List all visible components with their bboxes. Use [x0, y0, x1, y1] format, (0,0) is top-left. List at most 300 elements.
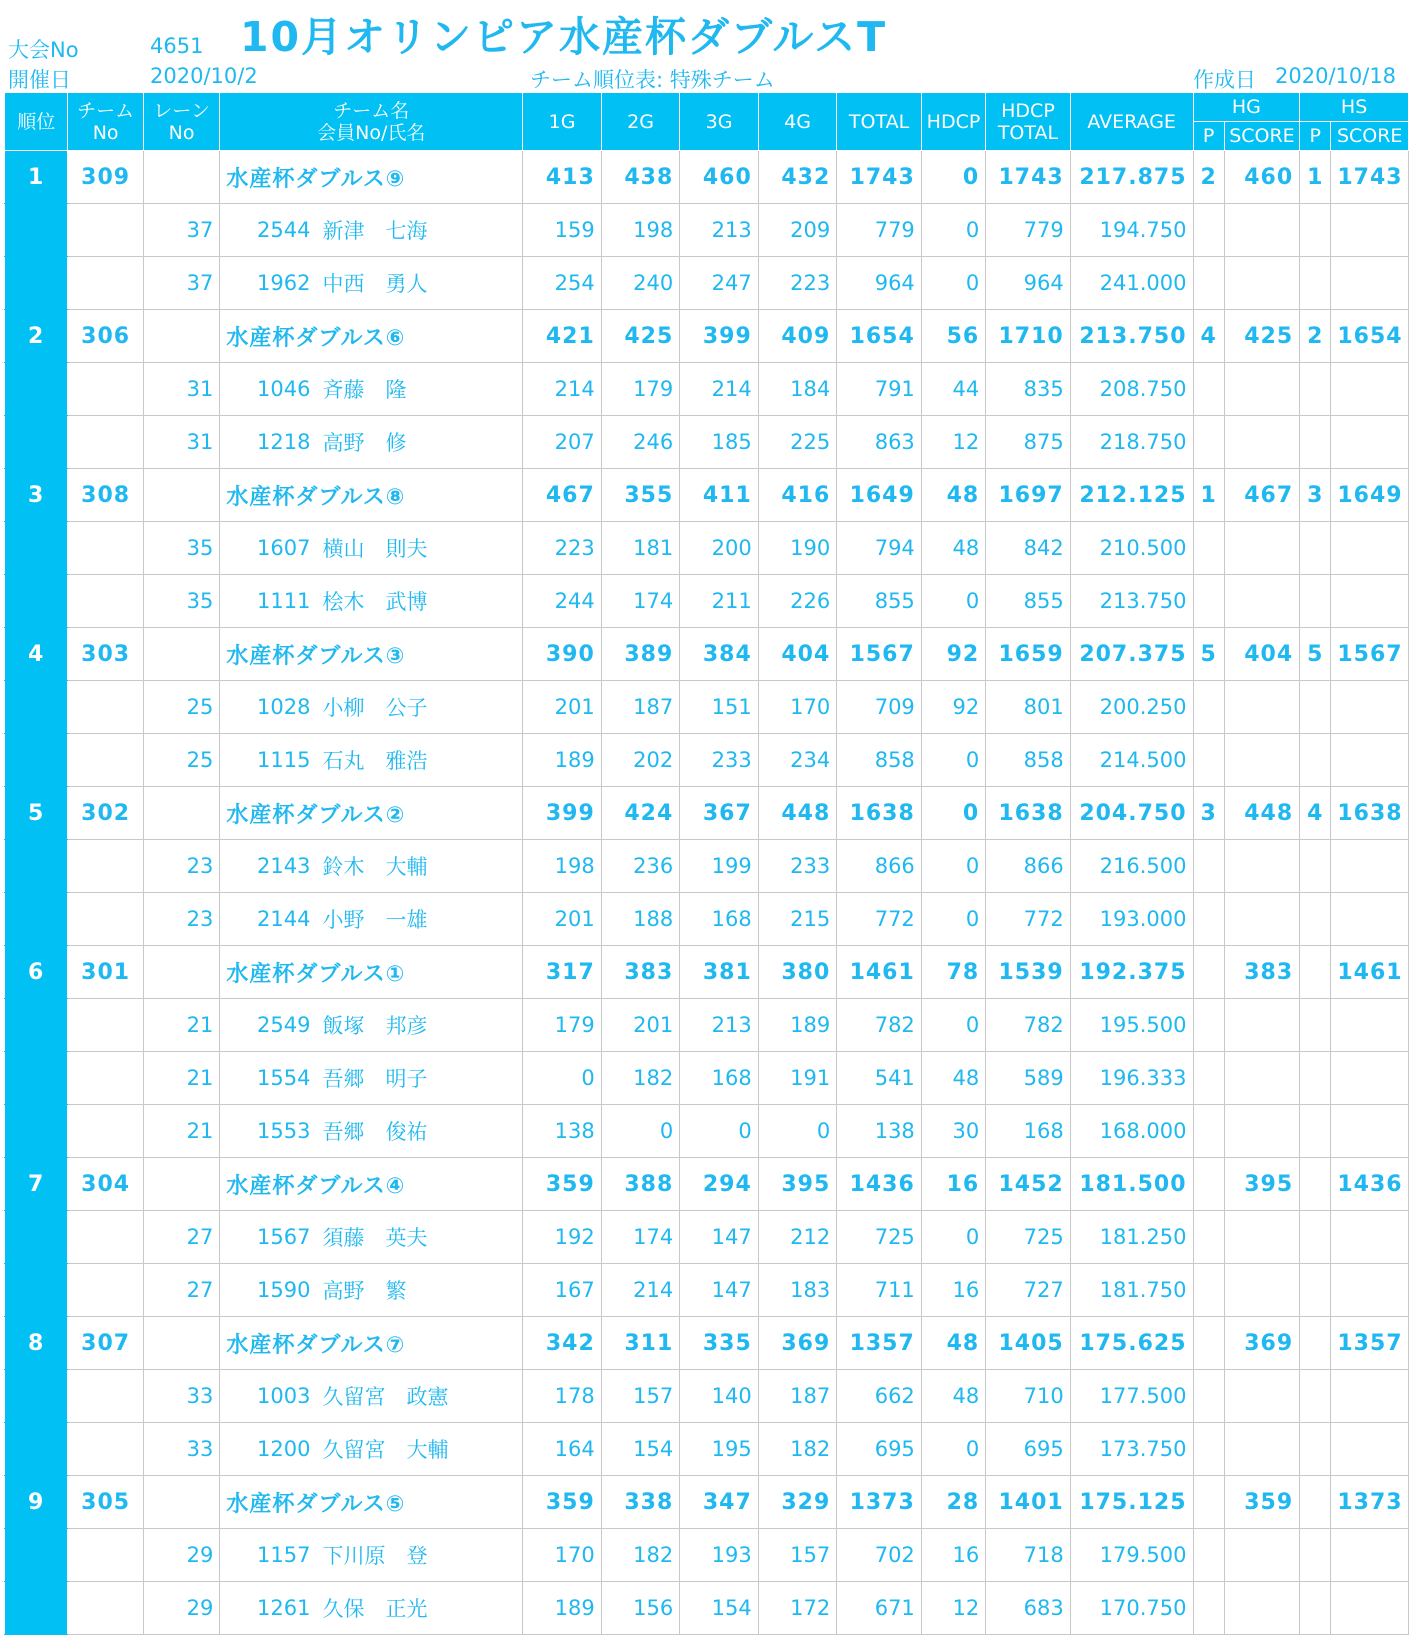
game-1-cell: 189 — [523, 1582, 602, 1635]
lane-cell: 33 — [143, 1370, 219, 1423]
hg-score-cell — [1224, 999, 1299, 1052]
game-4-cell: 0 — [758, 1105, 837, 1158]
game-1-cell: 189 — [523, 734, 602, 787]
col-4g: 4G — [758, 93, 837, 151]
average-cell: 210.500 — [1070, 522, 1193, 575]
rank-cell — [5, 204, 68, 257]
average-cell: 179.500 — [1070, 1529, 1193, 1582]
member-name-cell: 石丸 雅浩 — [316, 734, 522, 787]
hdcp-total-cell: 710 — [986, 1370, 1071, 1423]
average-cell: 192.375 — [1070, 946, 1193, 999]
col-hdcp-total: HDCP TOTAL — [986, 93, 1071, 151]
member-no-cell: 2143 — [220, 840, 317, 893]
team-name-cell: 水産杯ダブルス② — [220, 787, 523, 840]
hdcp-cell: 0 — [921, 1211, 985, 1264]
game-1-cell: 167 — [523, 1264, 602, 1317]
col-rank: 順位 — [5, 93, 68, 151]
hs-score-cell: 1567 — [1331, 628, 1409, 681]
average-cell: 193.000 — [1070, 893, 1193, 946]
member-no-cell: 1261 — [220, 1582, 317, 1635]
hs-score-cell — [1331, 1423, 1409, 1476]
member-name-cell: 斉藤 隆 — [316, 363, 522, 416]
hs-p-cell — [1300, 575, 1331, 628]
hg-p-cell — [1193, 363, 1224, 416]
member-no-cell: 1028 — [220, 681, 317, 734]
game-1-cell: 399 — [523, 787, 602, 840]
lane-cell — [143, 1158, 219, 1211]
hdcp-cell: 0 — [921, 575, 985, 628]
member-no-cell: 1115 — [220, 734, 317, 787]
total-cell: 138 — [837, 1105, 922, 1158]
member-name-cell: 高野 繁 — [316, 1264, 522, 1317]
hdcp-cell: 0 — [921, 999, 985, 1052]
game-1-cell: 170 — [523, 1529, 602, 1582]
hg-score-cell — [1224, 204, 1299, 257]
hdcp-total-cell: 801 — [986, 681, 1071, 734]
tournament-no-label: 大会No — [8, 38, 79, 62]
hdcp-cell: 0 — [921, 257, 985, 310]
game-3-cell: 147 — [680, 1264, 759, 1317]
average-cell: 181.500 — [1070, 1158, 1193, 1211]
game-3-cell: 185 — [680, 416, 759, 469]
game-4-cell: 209 — [758, 204, 837, 257]
game-4-cell: 189 — [758, 999, 837, 1052]
hdcp-cell: 16 — [921, 1158, 985, 1211]
lane-cell: 35 — [143, 575, 219, 628]
team-row — [5, 1476, 1409, 1529]
game-1-cell: 164 — [523, 1423, 602, 1476]
hg-p-cell — [1193, 1582, 1224, 1635]
member-name-cell: 中西 勇人 — [316, 257, 522, 310]
total-cell: 1373 — [837, 1476, 922, 1529]
team-no-cell: 305 — [68, 1476, 143, 1529]
hg-p-cell: 2 — [1193, 151, 1224, 204]
game-2-cell: 174 — [601, 1211, 680, 1264]
hg-score-cell — [1224, 1052, 1299, 1105]
game-2-cell: 187 — [601, 681, 680, 734]
member-no-cell: 1111 — [220, 575, 317, 628]
team-row — [5, 469, 1409, 522]
average-cell: 213.750 — [1070, 310, 1193, 363]
hs-p-cell — [1300, 1158, 1331, 1211]
col-3g: 3G — [680, 93, 759, 151]
game-3-cell: 200 — [680, 522, 759, 575]
average-cell: 170.750 — [1070, 1582, 1193, 1635]
team-row — [5, 1317, 1409, 1370]
lane-cell: 37 — [143, 204, 219, 257]
game-1-cell: 178 — [523, 1370, 602, 1423]
lane-cell: 27 — [143, 1211, 219, 1264]
game-1-cell: 421 — [523, 310, 602, 363]
hg-score-cell: 460 — [1224, 151, 1299, 204]
member-no-cell: 1567 — [220, 1211, 317, 1264]
game-3-cell: 193 — [680, 1529, 759, 1582]
hg-p-cell — [1193, 1264, 1224, 1317]
game-3-cell: 213 — [680, 204, 759, 257]
table-header — [5, 93, 1409, 151]
hg-score-cell: 395 — [1224, 1158, 1299, 1211]
total-cell: 541 — [837, 1052, 922, 1105]
hg-score-cell — [1224, 1529, 1299, 1582]
hg-p-cell — [1193, 204, 1224, 257]
team-no-cell — [68, 893, 143, 946]
hdcp-cell: 0 — [921, 151, 985, 204]
average-cell: 194.750 — [1070, 204, 1193, 257]
game-2-cell: 438 — [601, 151, 680, 204]
total-cell: 1743 — [837, 151, 922, 204]
game-3-cell: 211 — [680, 575, 759, 628]
hs-score-cell: 1649 — [1331, 469, 1409, 522]
lane-cell: 21 — [143, 1052, 219, 1105]
team-no-cell — [68, 1211, 143, 1264]
total-cell: 794 — [837, 522, 922, 575]
hg-p-cell — [1193, 681, 1224, 734]
rank-cell — [5, 1211, 68, 1264]
average-cell: 195.500 — [1070, 999, 1193, 1052]
game-1-cell: 201 — [523, 681, 602, 734]
event-date: 2020/10/2 — [150, 64, 258, 88]
member-name-cell: 吾郷 俊祐 — [316, 1105, 522, 1158]
game-2-cell: 181 — [601, 522, 680, 575]
rank-cell: 3 — [5, 469, 68, 522]
rank-cell: 4 — [5, 628, 68, 681]
hs-p-cell: 4 — [1300, 787, 1331, 840]
game-2-cell: 338 — [601, 1476, 680, 1529]
game-1-cell: 359 — [523, 1158, 602, 1211]
hg-p-cell — [1193, 575, 1224, 628]
lane-cell — [143, 1317, 219, 1370]
hs-p-cell: 1 — [1300, 151, 1331, 204]
hdcp-total-cell: 866 — [986, 840, 1071, 893]
table-body — [5, 151, 1409, 1635]
member-no-cell: 1157 — [220, 1529, 317, 1582]
game-4-cell: 432 — [758, 151, 837, 204]
hs-p-cell — [1300, 522, 1331, 575]
hs-score-cell — [1331, 1582, 1409, 1635]
hs-score-cell — [1331, 522, 1409, 575]
hdcp-cell: 92 — [921, 628, 985, 681]
total-cell: 662 — [837, 1370, 922, 1423]
lane-cell: 31 — [143, 363, 219, 416]
member-no-cell: 1590 — [220, 1264, 317, 1317]
game-1-cell: 179 — [523, 999, 602, 1052]
total-cell: 855 — [837, 575, 922, 628]
hs-score-cell — [1331, 1529, 1409, 1582]
hg-p-cell — [1193, 522, 1224, 575]
game-4-cell: 190 — [758, 522, 837, 575]
hg-p-cell — [1193, 840, 1224, 893]
col-average: AVERAGE — [1070, 93, 1193, 151]
hs-p-cell — [1300, 1211, 1331, 1264]
member-no-cell: 1200 — [220, 1423, 317, 1476]
col-team-no: チーム No — [68, 93, 143, 151]
game-2-cell: 0 — [601, 1105, 680, 1158]
hs-p-cell — [1300, 734, 1331, 787]
hg-p-cell: 4 — [1193, 310, 1224, 363]
member-row — [5, 416, 1409, 469]
hs-score-cell — [1331, 575, 1409, 628]
average-cell: 175.125 — [1070, 1476, 1193, 1529]
game-2-cell: 311 — [601, 1317, 680, 1370]
member-name-cell: 鈴木 大輔 — [316, 840, 522, 893]
hdcp-total-cell: 772 — [986, 893, 1071, 946]
game-2-cell: 424 — [601, 787, 680, 840]
col-hs: HS — [1300, 93, 1409, 122]
hs-p-cell — [1300, 1052, 1331, 1105]
game-2-cell: 198 — [601, 204, 680, 257]
hg-score-cell: 467 — [1224, 469, 1299, 522]
total-cell: 1461 — [837, 946, 922, 999]
game-3-cell: 294 — [680, 1158, 759, 1211]
game-4-cell: 157 — [758, 1529, 837, 1582]
team-no-cell — [68, 1529, 143, 1582]
team-row — [5, 1158, 1409, 1211]
game-1-cell: 214 — [523, 363, 602, 416]
hdcp-total-cell: 727 — [986, 1264, 1071, 1317]
hdcp-total-cell: 168 — [986, 1105, 1071, 1158]
member-row — [5, 840, 1409, 893]
hdcp-total-cell: 1401 — [986, 1476, 1071, 1529]
game-3-cell: 154 — [680, 1582, 759, 1635]
hs-score-cell — [1331, 893, 1409, 946]
hs-p-cell — [1300, 1264, 1331, 1317]
team-no-cell — [68, 999, 143, 1052]
lane-cell: 21 — [143, 1105, 219, 1158]
average-cell: 204.750 — [1070, 787, 1193, 840]
lane-cell: 21 — [143, 999, 219, 1052]
team-no-cell: 307 — [68, 1317, 143, 1370]
team-no-cell: 308 — [68, 469, 143, 522]
game-2-cell: 179 — [601, 363, 680, 416]
hs-p-cell — [1300, 999, 1331, 1052]
hg-score-cell — [1224, 1370, 1299, 1423]
hs-p-cell — [1300, 1476, 1331, 1529]
member-name-cell: 下川原 登 — [316, 1529, 522, 1582]
member-name-cell: 小野 一雄 — [316, 893, 522, 946]
member-no-cell: 2544 — [220, 204, 317, 257]
hs-score-cell — [1331, 1370, 1409, 1423]
average-cell: 241.000 — [1070, 257, 1193, 310]
hg-score-cell — [1224, 1211, 1299, 1264]
game-3-cell: 399 — [680, 310, 759, 363]
team-no-cell — [68, 840, 143, 893]
member-name-cell: 飯塚 邦彦 — [316, 999, 522, 1052]
total-cell: 1654 — [837, 310, 922, 363]
average-cell: 207.375 — [1070, 628, 1193, 681]
lane-cell: 23 — [143, 893, 219, 946]
member-name-cell: 高野 修 — [316, 416, 522, 469]
member-name-cell: 久保 正光 — [316, 1582, 522, 1635]
game-1-cell: 159 — [523, 204, 602, 257]
hdcp-total-cell: 589 — [986, 1052, 1071, 1105]
member-row — [5, 363, 1409, 416]
total-cell: 702 — [837, 1529, 922, 1582]
hdcp-total-cell: 835 — [986, 363, 1071, 416]
hdcp-cell: 0 — [921, 787, 985, 840]
hdcp-cell: 16 — [921, 1529, 985, 1582]
member-no-cell: 1218 — [220, 416, 317, 469]
hdcp-cell: 48 — [921, 1370, 985, 1423]
team-no-cell — [68, 416, 143, 469]
hdcp-total-cell: 779 — [986, 204, 1071, 257]
hg-p-cell — [1193, 1317, 1224, 1370]
game-4-cell: 184 — [758, 363, 837, 416]
team-name-cell: 水産杯ダブルス① — [220, 946, 523, 999]
member-row — [5, 257, 1409, 310]
game-1-cell: 138 — [523, 1105, 602, 1158]
average-cell: 212.125 — [1070, 469, 1193, 522]
hdcp-total-cell: 1697 — [986, 469, 1071, 522]
hdcp-cell: 0 — [921, 1423, 985, 1476]
hg-score-cell — [1224, 522, 1299, 575]
hdcp-total-cell: 1743 — [986, 151, 1071, 204]
hs-p-cell — [1300, 1370, 1331, 1423]
game-1-cell: 192 — [523, 1211, 602, 1264]
lane-cell: 35 — [143, 522, 219, 575]
game-3-cell: 460 — [680, 151, 759, 204]
team-no-cell: 306 — [68, 310, 143, 363]
average-cell: 208.750 — [1070, 363, 1193, 416]
lane-cell: 31 — [143, 416, 219, 469]
rank-cell — [5, 1529, 68, 1582]
game-1-cell: 244 — [523, 575, 602, 628]
hs-p-cell: 3 — [1300, 469, 1331, 522]
rank-cell: 8 — [5, 1317, 68, 1370]
team-row — [5, 787, 1409, 840]
hg-p-cell — [1193, 257, 1224, 310]
team-no-cell — [68, 1105, 143, 1158]
hs-p-cell — [1300, 257, 1331, 310]
hdcp-cell: 56 — [921, 310, 985, 363]
total-cell: 1567 — [837, 628, 922, 681]
team-no-cell — [68, 204, 143, 257]
hs-p-cell — [1300, 681, 1331, 734]
game-1-cell: 198 — [523, 840, 602, 893]
total-cell: 772 — [837, 893, 922, 946]
member-no-cell: 2549 — [220, 999, 317, 1052]
member-row — [5, 1264, 1409, 1317]
team-no-cell — [68, 1264, 143, 1317]
member-row — [5, 575, 1409, 628]
hs-score-cell — [1331, 257, 1409, 310]
game-4-cell: 172 — [758, 1582, 837, 1635]
hdcp-total-cell: 842 — [986, 522, 1071, 575]
total-cell: 858 — [837, 734, 922, 787]
hg-p-cell: 5 — [1193, 628, 1224, 681]
total-cell: 1357 — [837, 1317, 922, 1370]
team-no-cell — [68, 734, 143, 787]
total-cell: 791 — [837, 363, 922, 416]
lane-cell — [143, 151, 219, 204]
hs-score-cell — [1331, 204, 1409, 257]
hs-score-cell — [1331, 734, 1409, 787]
hs-p-cell — [1300, 840, 1331, 893]
average-cell: 196.333 — [1070, 1052, 1193, 1105]
hg-p-cell: 3 — [1193, 787, 1224, 840]
game-3-cell: 195 — [680, 1423, 759, 1476]
hs-p-cell — [1300, 946, 1331, 999]
hdcp-total-cell: 1638 — [986, 787, 1071, 840]
member-no-cell: 1046 — [220, 363, 317, 416]
report-name: チーム順位表: 特殊チーム — [530, 68, 775, 92]
col-hs-p: P — [1300, 122, 1331, 151]
game-3-cell: 147 — [680, 1211, 759, 1264]
lane-cell — [143, 310, 219, 363]
average-cell: 168.000 — [1070, 1105, 1193, 1158]
game-2-cell: 201 — [601, 999, 680, 1052]
game-3-cell: 213 — [680, 999, 759, 1052]
member-row — [5, 681, 1409, 734]
member-row — [5, 1529, 1409, 1582]
team-no-cell — [68, 257, 143, 310]
rank-cell — [5, 522, 68, 575]
team-no-cell — [68, 575, 143, 628]
team-name-cell: 水産杯ダブルス⑦ — [220, 1317, 523, 1370]
game-4-cell: 191 — [758, 1052, 837, 1105]
game-2-cell: 188 — [601, 893, 680, 946]
game-2-cell: 389 — [601, 628, 680, 681]
game-2-cell: 214 — [601, 1264, 680, 1317]
rank-cell — [5, 1370, 68, 1423]
hg-score-cell — [1224, 893, 1299, 946]
lane-cell: 33 — [143, 1423, 219, 1476]
col-total: TOTAL — [837, 93, 922, 151]
member-row — [5, 734, 1409, 787]
hs-score-cell — [1331, 840, 1409, 893]
hdcp-cell: 0 — [921, 893, 985, 946]
hg-score-cell — [1224, 1105, 1299, 1158]
game-2-cell: 174 — [601, 575, 680, 628]
hs-p-cell — [1300, 363, 1331, 416]
hg-p-cell — [1193, 1211, 1224, 1264]
col-2g: 2G — [601, 93, 680, 151]
member-name-cell: 小柳 公子 — [316, 681, 522, 734]
hdcp-cell: 48 — [921, 1052, 985, 1105]
hs-score-cell: 1436 — [1331, 1158, 1409, 1211]
hs-p-cell — [1300, 416, 1331, 469]
game-4-cell: 182 — [758, 1423, 837, 1476]
hs-p-cell — [1300, 204, 1331, 257]
member-name-cell: 吾郷 明子 — [316, 1052, 522, 1105]
member-row — [5, 1211, 1409, 1264]
lane-cell: 23 — [143, 840, 219, 893]
rank-cell: 5 — [5, 787, 68, 840]
hs-score-cell: 1461 — [1331, 946, 1409, 999]
member-name-cell: 桧木 武博 — [316, 575, 522, 628]
team-name-cell: 水産杯ダブルス⑥ — [220, 310, 523, 363]
hg-score-cell — [1224, 1264, 1299, 1317]
hs-score-cell — [1331, 1105, 1409, 1158]
game-2-cell: 240 — [601, 257, 680, 310]
hdcp-cell: 0 — [921, 734, 985, 787]
lane-cell: 27 — [143, 1264, 219, 1317]
average-cell: 181.250 — [1070, 1211, 1193, 1264]
hg-p-cell — [1193, 1423, 1224, 1476]
team-no-cell — [68, 363, 143, 416]
hg-p-cell — [1193, 999, 1224, 1052]
total-cell: 866 — [837, 840, 922, 893]
lane-cell: 29 — [143, 1582, 219, 1635]
rank-cell: 1 — [5, 151, 68, 204]
average-cell: 218.750 — [1070, 416, 1193, 469]
team-name-cell: 水産杯ダブルス④ — [220, 1158, 523, 1211]
member-row — [5, 1105, 1409, 1158]
hg-score-cell: 383 — [1224, 946, 1299, 999]
hg-score-cell — [1224, 681, 1299, 734]
hg-p-cell — [1193, 1052, 1224, 1105]
rank-cell: 7 — [5, 1158, 68, 1211]
hdcp-total-cell: 1539 — [986, 946, 1071, 999]
